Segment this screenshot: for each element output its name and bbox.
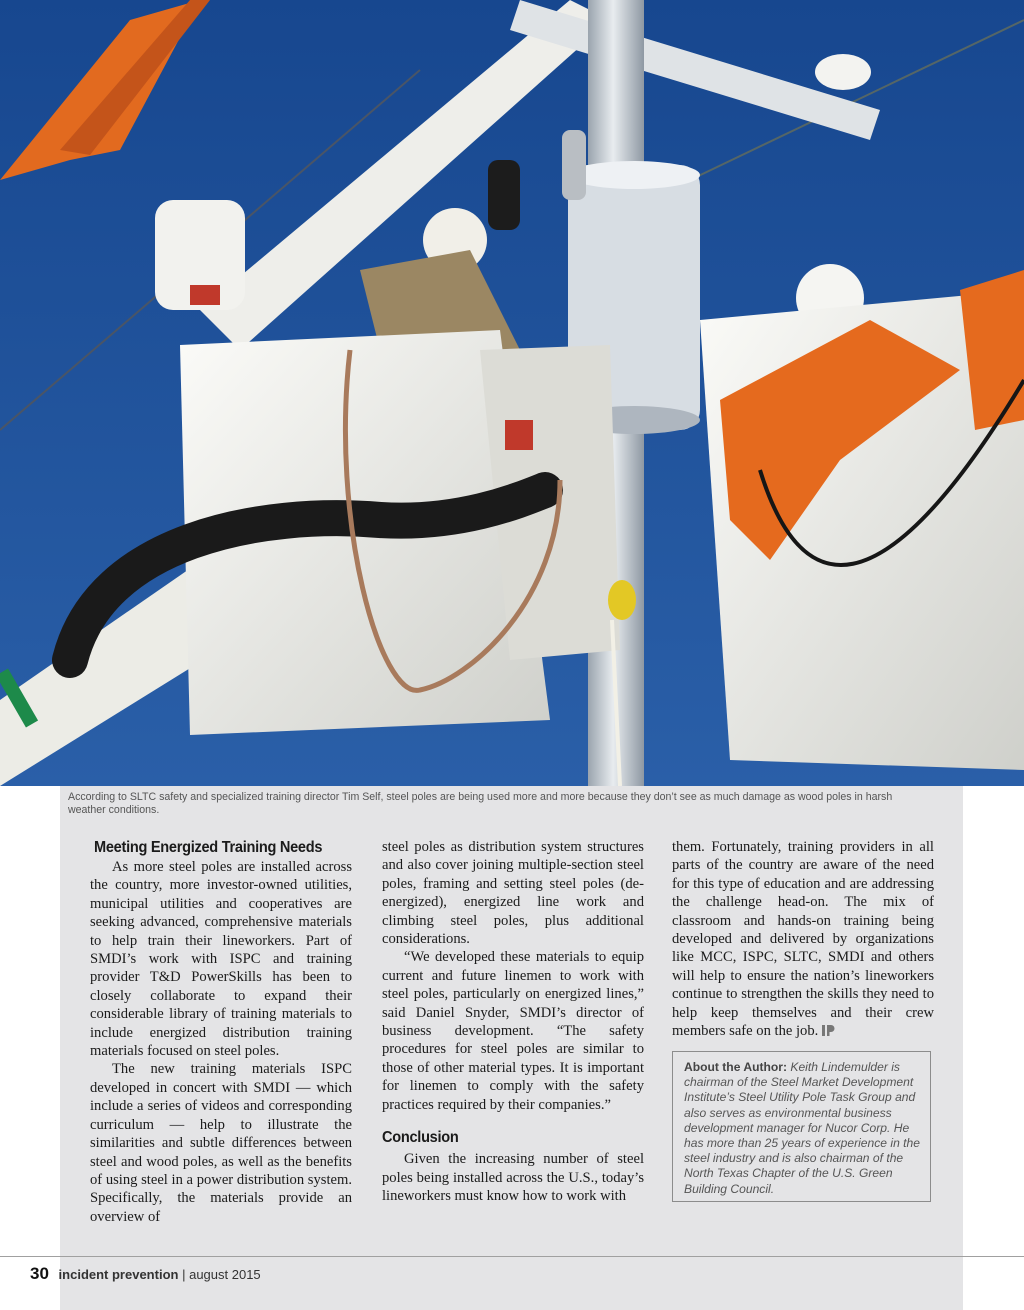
footer-divider (0, 1256, 1024, 1257)
paragraph: The new training materials ISPC developed in concert with SMDI — which include a series of videos and corresponding curriculum — help to illustrate the similarities and subtle differences between steel and wood poles, as well as the benefits of using steel in a power distribution system. Specifically, the materials provide an overview of (90, 1061, 352, 1225)
about-the-author-box (672, 1051, 931, 1202)
article-column-1 (90, 838, 352, 1226)
issue-date: august 2015 (189, 1267, 261, 1282)
paragraph-text: them. Fortunately, training providers in all parts of the country are aware of the need for this type of education and are addressing the challenge head-on. The mix of classroom and hands-on training being developed and delivered by organizations like MCC, ISPC, SLTC, SMDI and others will help to ensure the nation’s lineworkers continue to strengthen the skills they need to help keep themselves and their crew members safe on the job. (672, 839, 934, 1040)
section-heading: Conclusion (382, 1129, 459, 1147)
author-label: About the Author: (684, 1060, 787, 1074)
article-column-3 (672, 838, 934, 1040)
photo-caption: According to SLTC safety and specialized training director Tim Self, steel poles are being used more and more because they don’t see as much damage as wood poles in harsh weather conditions. (68, 791, 893, 816)
section-heading: Meeting Energized Training Needs (94, 839, 323, 856)
ip-logo-icon (822, 1024, 835, 1036)
article-column-2 (382, 838, 644, 1205)
paragraph (672, 838, 934, 1040)
author-bio: Keith Lindemulder is chairman of the Steel Market Development Institute’s Steel Utility Pole Task Group and also serves as environmental business development manager for Nucor Corp. He has more than 25 years of experience in the steel industry and is also chairman of the North Texas Chapter of the U.S. Green Building Council. (684, 1060, 920, 1196)
page-number: 30 (30, 1264, 49, 1283)
publication-name: incident prevention (58, 1267, 179, 1282)
paragraph: steel poles as distribution system structures and also cover joining multiple-section steel poles, framing and setting steel poles (de-energized), energized line work and climbing steel poles, plus additional considerations. (382, 839, 644, 948)
paragraph: As more steel poles are installed across the country, more investor-owned utilities, municipal utilities and cooperatives are seeking advanced, comprehensive materials to help train their lineworkers. Part of SMDI’s work with ISPC and training provider T&D PowerSkills has been to closely collaborate to expand their considerable library of training materials to include energized distribution training materials focused on steel poles. (90, 859, 352, 1060)
footer-separator: | (182, 1267, 186, 1282)
paragraph: “We developed these materials to equip current and future linemen to work with steel poles, particularly on energized lines,” said Daniel Snyder, SMDI’s director of business development. “The safety procedures for steel poles are similar to those of other material types. It is important for linemen to comply with the safety practices required by their companies.” (382, 949, 644, 1113)
paragraph: Given the increasing number of steel poles being installed across the U.S., today’s lineworkers must know how to work with (382, 1151, 644, 1204)
page-footer (30, 1264, 261, 1284)
